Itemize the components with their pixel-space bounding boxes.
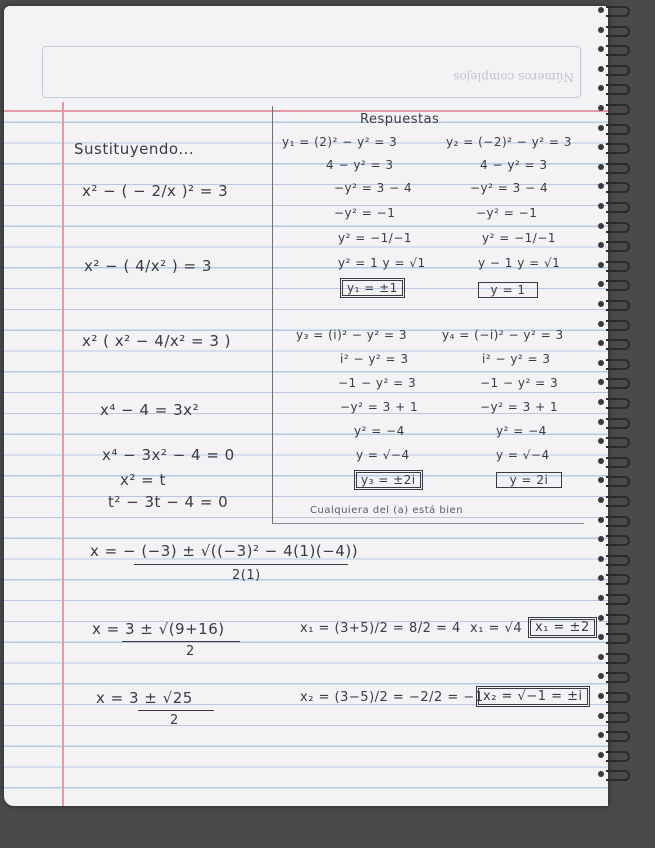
y4-line-0: y₄ = (−i)² − y² = 3 (442, 328, 564, 342)
result-2-fraction-bar (138, 710, 214, 711)
spiral-coil (606, 614, 630, 625)
binding-hole (598, 693, 604, 699)
spiral-coil (606, 261, 630, 272)
y1-line-5: y² = 1 y = √1 (338, 256, 426, 270)
top-margin-line (4, 110, 608, 112)
binding-hole (598, 66, 604, 72)
binding-hole (598, 27, 604, 33)
spiral-coil (606, 594, 630, 605)
column-divider (272, 106, 273, 524)
spiral-coil (606, 6, 630, 17)
spiral-coil (606, 378, 630, 389)
spiral-coil (606, 437, 630, 448)
binding-hole (598, 752, 604, 758)
spiral-coil (606, 672, 630, 683)
spiral-coil (606, 653, 630, 664)
spiral-coil (606, 222, 630, 233)
equation-4: x⁴ − 4 = 3x² (100, 401, 200, 419)
y3-line-3: −y² = 3 + 1 (340, 400, 419, 414)
spiral-coil (606, 574, 630, 585)
y4-line-4: y² = −4 (496, 424, 547, 438)
binding-hole (598, 713, 604, 719)
spiral-coil (606, 555, 630, 566)
binding-hole (598, 458, 604, 464)
spiral-binding (606, 0, 655, 810)
equation-5: x⁴ − 3x² − 4 = 0 (102, 446, 235, 464)
spiral-coil (606, 84, 630, 95)
equation-7: t² − 3t − 4 = 0 (108, 493, 229, 511)
result-2-denominator: 2 (170, 713, 179, 728)
equation-1: x² − ( − 2/x )² = 3 (82, 182, 229, 200)
y2-line-2: −y² = 3 − 4 (470, 181, 549, 195)
spiral-coil (606, 359, 630, 370)
y1-line-3: −y² = −1 (334, 206, 396, 220)
y4-line-3: −y² = 3 + 1 (480, 400, 559, 414)
binding-hole (598, 517, 604, 523)
result-1-x1: x₁ = (3+5)/2 = 8/2 = 4 (300, 621, 461, 636)
y3-answer-box: y₃ = ±2i (356, 472, 421, 488)
y4-line-2: −1 − y² = 3 (480, 376, 559, 390)
y2-answer-box: y = 1 (478, 282, 538, 298)
result-1-denominator: 2 (186, 644, 195, 659)
y2-line-5: y − 1 y = √1 (478, 256, 561, 270)
spiral-coil (606, 770, 630, 781)
quadratic-fraction-bar (134, 564, 348, 565)
result-1-sqrt: x₁ = √4 (470, 621, 523, 636)
y2-line-3: −y² = −1 (476, 206, 538, 220)
binding-hole (598, 7, 604, 13)
y3-line-1: i² − y² = 3 (340, 352, 409, 366)
spiral-coil (606, 712, 630, 723)
binding-hole (598, 595, 604, 601)
result-2-x2: x₂ = (3−5)/2 = −2/2 = −1 (300, 690, 484, 705)
spiral-coil (606, 751, 630, 762)
spiral-coil (606, 241, 630, 252)
binding-hole (598, 223, 604, 229)
binding-hole (598, 556, 604, 562)
spiral-coil (606, 143, 630, 154)
spiral-coil (606, 280, 630, 291)
spiral-coil (606, 339, 630, 350)
y2-line-0: y₂ = (−2)² − y² = 3 (446, 135, 572, 149)
spiral-coil (606, 398, 630, 409)
result-2-numerator: x = 3 ± √25 (96, 689, 193, 707)
result-1-numerator: x = 3 ± √(9+16) (92, 620, 225, 638)
spiral-coil (606, 124, 630, 135)
equation-6: x² = t (120, 471, 166, 489)
y2-line-4: y² = −1/−1 (482, 231, 557, 245)
binding-hole (598, 615, 604, 621)
binding-hole (598, 203, 604, 209)
y3-line-0: y₃ = (i)² − y² = 3 (296, 328, 408, 342)
spiral-coil (606, 45, 630, 56)
spiral-coil (606, 163, 630, 174)
y3-line-2: −1 − y² = 3 (338, 376, 417, 390)
binding-hole (598, 262, 604, 268)
binding-hole (598, 654, 604, 660)
intro-text: Sustituyendo... (74, 140, 195, 158)
y4-answer-box: y = 2i (496, 472, 562, 488)
spiral-coil (606, 418, 630, 429)
binding-hole (598, 105, 604, 111)
equation-3: x² ( x² − 4/x² = 3 ) (82, 332, 232, 350)
binding-hole (598, 497, 604, 503)
quadratic-denominator: 2(1) (232, 568, 261, 583)
y1-line-4: y² = −1/−1 (338, 231, 413, 245)
spiral-coil (606, 104, 630, 115)
binding-hole (598, 125, 604, 131)
y3-line-4: y² = −4 (354, 424, 405, 438)
notebook-page (4, 6, 608, 806)
y1-answer-box: y₁ = ±1 (342, 280, 403, 296)
answers-note: Cualquiera del (a) está bien (310, 505, 464, 516)
y2-line-1: 4 − y² = 3 (480, 158, 548, 172)
binding-hole (598, 419, 604, 425)
spiral-coil (606, 633, 630, 644)
y1-line-2: −y² = 3 − 4 (334, 181, 413, 195)
binding-hole (598, 399, 604, 405)
spiral-coil (606, 692, 630, 703)
quadratic-numerator: x = − (−3) ± √((−3)² − 4(1)(−4)) (90, 542, 359, 560)
spiral-coil (606, 65, 630, 76)
y1-line-0: y₁ = (2)² − y² = 3 (282, 135, 398, 149)
binding-hole (598, 360, 604, 366)
header-text: Números complejos (453, 70, 574, 84)
left-margin-line (62, 102, 64, 806)
y3-line-5: y = √−4 (356, 448, 410, 462)
answers-title: Respuestas (360, 112, 440, 127)
spiral-coil (606, 300, 630, 311)
spiral-coil (606, 516, 630, 527)
binding-hole (598, 164, 604, 170)
spiral-coil (606, 320, 630, 331)
spiral-coil (606, 457, 630, 468)
spiral-coil (606, 476, 630, 487)
answers-bottom-line (272, 523, 584, 524)
equation-2: x² − ( 4/x² ) = 3 (84, 257, 212, 275)
spiral-coil (606, 182, 630, 193)
spiral-coil (606, 535, 630, 546)
result-1-answer-box: x₁ = ±2 (530, 619, 595, 636)
spiral-coil (606, 731, 630, 742)
spiral-coil (606, 496, 630, 507)
y4-line-5: y = √−4 (496, 448, 550, 462)
result-2-answer-box: x₂ = √−1 = ±i (478, 688, 588, 705)
binding-hole (598, 301, 604, 307)
spiral-coil (606, 26, 630, 37)
result-1-fraction-bar (122, 641, 240, 642)
y1-line-1: 4 − y² = 3 (326, 158, 394, 172)
y4-line-1: i² − y² = 3 (482, 352, 551, 366)
spiral-coil (606, 202, 630, 213)
binding-hole (598, 321, 604, 327)
